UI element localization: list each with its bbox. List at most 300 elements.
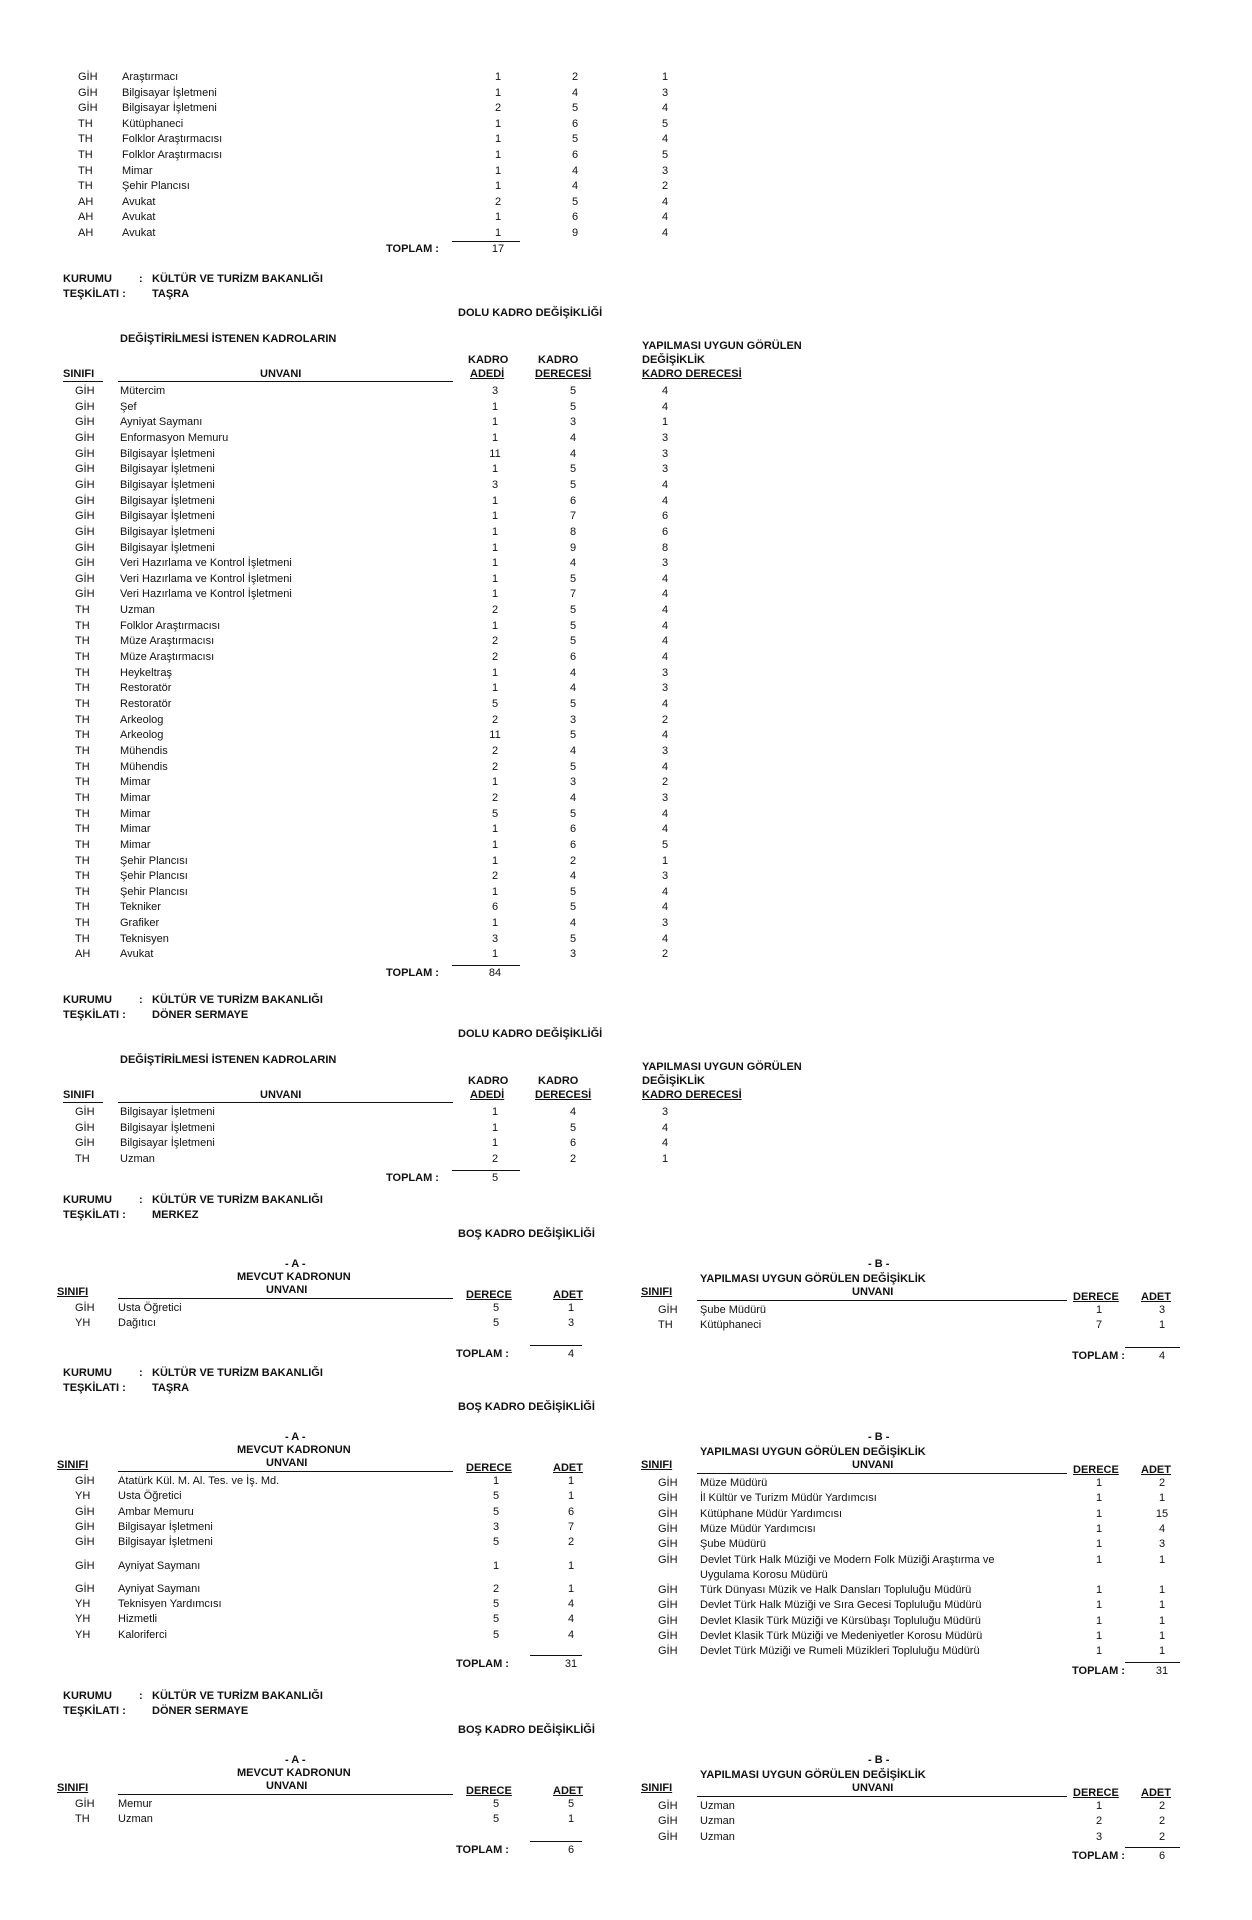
total-label: TOPLAM : [386, 243, 439, 255]
row-grade: 4 [569, 666, 577, 679]
b-row-count: 1 [1158, 1553, 1166, 1566]
col-header-derecesi: DERECESİ [535, 368, 592, 380]
row-class: GİH [75, 494, 95, 507]
row-class: GİH [75, 588, 95, 601]
a-row-title: Hizmetli [118, 1613, 158, 1626]
a-row-title: Kaloriferci [118, 1628, 167, 1641]
col-header-kadro-2: KADRO [538, 354, 579, 366]
row-title: Uzman [120, 604, 155, 617]
a-row-count: 7 [567, 1520, 575, 1533]
row-grade: 5 [569, 1121, 577, 1134]
b-row-grade: 1 [1095, 1477, 1103, 1489]
row-count: 1 [491, 541, 499, 554]
a-row-count: 4 [567, 1628, 575, 1641]
row-grade: 4 [569, 447, 577, 460]
row-grade: 5 [569, 463, 577, 476]
row-count: 1 [491, 838, 499, 851]
a-total-label: TOPLAM : [456, 1348, 509, 1360]
row-title: Mühendis [120, 744, 168, 757]
row-grade: 4 [569, 744, 577, 757]
row-count: 3 [491, 385, 499, 397]
b-row-class: GİH [658, 1538, 678, 1551]
header-rule [118, 1102, 453, 1103]
teskilati-value: DÖNER SERMAYE [152, 1009, 249, 1021]
row-grade: 7 [569, 588, 577, 601]
a-row-count: 1 [567, 1302, 575, 1314]
row-grade: 3 [569, 776, 577, 789]
kurumu-colon: : [139, 1367, 143, 1379]
row-class: TH [75, 823, 90, 836]
b-row-grade: 1 [1095, 1630, 1103, 1642]
b-header-title: YAPILMASI UYGUN GÖRÜLEN DEĞİŞİKLİK [700, 1769, 926, 1781]
a-row-count: 6 [567, 1505, 575, 1518]
row-grade: 4 [569, 870, 577, 883]
row-class: TH [75, 604, 90, 617]
b-row-title: Kütüphane Müdür Yardımcısı [700, 1507, 843, 1520]
row-title: Mimar [120, 823, 151, 836]
row-new-grade: 1 [661, 416, 669, 429]
b-row-grade: 1 [1095, 1522, 1103, 1535]
section-title: DOLU KADRO DEĞİŞİKLİĞİ [458, 307, 603, 319]
b-row-count: 4 [1158, 1522, 1166, 1535]
row-count: 5 [491, 807, 499, 820]
row-new-grade: 3 [661, 447, 669, 460]
row-count: 1 [494, 149, 502, 161]
b-row-title: Uzman [700, 1830, 735, 1843]
row-class: TH [75, 635, 90, 648]
row-grade: 8 [569, 525, 577, 538]
b-row-grade: 1 [1095, 1507, 1103, 1520]
a-row-grade: 5 [492, 1628, 500, 1641]
a-mark: - A - [285, 1258, 306, 1270]
a-header-rule [118, 1794, 453, 1795]
a-row-class: GİH [75, 1520, 95, 1533]
row-class: GİH [75, 557, 95, 570]
teskilati-value: TAŞRA [152, 288, 190, 300]
row-class: TH [75, 760, 90, 773]
col-header-unvani: UNVANI [260, 1089, 302, 1101]
row-count: 1 [491, 619, 499, 632]
a-header-unvani: UNVANI [266, 1457, 308, 1469]
row-title: Grafiker [120, 917, 160, 930]
a-header-adet: ADET [553, 1785, 583, 1797]
section-title: BOŞ KADRO DEĞİŞİKLİĞİ [458, 1724, 595, 1736]
row-new-grade: 2 [661, 713, 669, 726]
b-row-class: GİH [658, 1492, 678, 1505]
row-grade: 5 [571, 133, 579, 146]
teskilati-label: TEŞKİLATI : [63, 1705, 126, 1717]
row-title: Restoratör [120, 698, 172, 710]
a-header-mevcut: MEVCUT KADRONUN [237, 1767, 351, 1779]
row-count: 1 [494, 86, 502, 99]
b-row-title: Türk Dünyası Müzik ve Halk Dansları Topluluğu Müdürü [700, 1584, 972, 1597]
row-class: GİH [75, 572, 95, 585]
a-row-class: GİH [75, 1302, 95, 1314]
row-new-grade: 5 [661, 838, 669, 851]
a-row-count: 4 [567, 1598, 575, 1611]
row-class: GİH [75, 431, 95, 444]
row-count: 1 [491, 431, 499, 444]
row-class: GİH [75, 400, 95, 413]
row-title: Folklor Araştırmacısı [122, 149, 223, 161]
row-new-grade: 4 [661, 885, 669, 898]
row-class: TH [78, 117, 93, 130]
row-count: 2 [491, 713, 499, 726]
a-row-title: Uzman [118, 1813, 153, 1826]
row-new-grade: 1 [661, 854, 669, 867]
row-grade: 2 [571, 71, 579, 83]
a-row-count: 5 [567, 1798, 575, 1810]
kurumu-value: KÜLTÜR VE TURİZM BAKANLIĞI [152, 1367, 323, 1379]
row-count: 2 [491, 635, 499, 648]
row-grade: 5 [569, 760, 577, 773]
row-class: AH [75, 948, 91, 961]
section-title: DOLU KADRO DEĞİŞİKLİĞİ [458, 1028, 603, 1040]
row-count: 1 [491, 494, 499, 507]
row-title: Avukat [120, 948, 154, 961]
row-new-grade: 4 [661, 102, 669, 115]
row-class: TH [75, 838, 90, 851]
row-class: TH [78, 149, 93, 161]
row-title: Bilgisayar İşletmeni [120, 1106, 215, 1118]
b-row-class: GİH [658, 1815, 678, 1828]
row-class: GİH [75, 463, 95, 476]
total-label: TOPLAM : [386, 1171, 439, 1184]
row-grade: 4 [569, 1106, 577, 1118]
row-class: TH [75, 932, 90, 945]
row-new-grade: 4 [661, 901, 669, 914]
row-class: GİH [75, 1106, 95, 1118]
row-count: 1 [491, 776, 499, 789]
b-row-count: 1 [1158, 1599, 1166, 1612]
row-count: 3 [491, 478, 499, 491]
a-header-sinifi: SINIFI [57, 1782, 89, 1794]
row-grade: 6 [569, 1137, 577, 1150]
b-row-grade: 1 [1095, 1584, 1103, 1597]
a-row-count: 2 [567, 1536, 575, 1549]
b-mark: - B - [868, 1258, 890, 1270]
row-class: TH [78, 133, 93, 146]
col-header-sinifi: SINIFI [63, 368, 95, 380]
row-title: Mimar [122, 164, 153, 177]
row-new-grade: 5 [661, 149, 669, 161]
b-total-label: TOPLAM : [1072, 1664, 1125, 1677]
row-new-grade: 3 [661, 164, 669, 177]
row-grade: 5 [569, 400, 577, 413]
row-count: 1 [494, 164, 502, 177]
row-count: 1 [491, 666, 499, 679]
b-header-derece: DERECE [1073, 1464, 1119, 1476]
a-header-rule [118, 1471, 453, 1472]
row-count: 1 [494, 133, 502, 146]
row-grade: 4 [571, 180, 579, 193]
row-class: AH [78, 195, 94, 208]
b-row-count: 2 [1158, 1815, 1166, 1828]
a-row-count: 1 [567, 1813, 575, 1826]
b-row-count: 2 [1158, 1800, 1166, 1812]
total-label: TOPLAM : [386, 967, 439, 980]
row-grade: 9 [569, 541, 577, 554]
b-header-unvani: UNVANI [852, 1459, 894, 1471]
a-header-derece: DERECE [466, 1289, 512, 1301]
row-grade: 6 [569, 651, 577, 664]
row-grade: 6 [569, 838, 577, 851]
b-header-title: YAPILMASI UYGUN GÖRÜLEN DEĞİŞİKLİK [700, 1446, 926, 1458]
a-row-class: GİH [75, 1582, 95, 1595]
b-row-count: 3 [1158, 1538, 1166, 1551]
row-new-grade: 4 [661, 1137, 669, 1150]
b-row-count: 1 [1158, 1319, 1166, 1332]
row-class: TH [75, 901, 90, 914]
row-new-grade: 3 [661, 86, 669, 99]
a-row-grade: 5 [492, 1813, 500, 1826]
row-title: Mütercim [120, 385, 166, 397]
row-grade: 4 [569, 791, 577, 804]
b-row-title: Devlet Türk Müziği ve Rumeli Müzikleri Topluluğu Müdürü [700, 1645, 980, 1658]
a-header-sinifi: SINIFI [57, 1459, 89, 1471]
a-total-label: TOPLAM : [456, 1844, 509, 1856]
row-count: 1 [491, 572, 499, 585]
b-row-grade: 1 [1095, 1492, 1103, 1505]
a-row-grade: 2 [492, 1582, 500, 1595]
row-grade: 5 [569, 604, 577, 617]
b-row-grade: 2 [1095, 1815, 1103, 1828]
kurumu-value: KÜLTÜR VE TURİZM BAKANLIĞI [152, 1690, 323, 1702]
a-row-title: Ambar Memuru [118, 1505, 194, 1518]
row-new-grade: 4 [661, 635, 669, 648]
row-class: GİH [78, 71, 98, 83]
row-new-grade: 1 [661, 71, 669, 83]
a-row-class: GİH [75, 1475, 95, 1487]
col-header-sinifi: SINIFI [63, 1089, 95, 1101]
row-count: 1 [491, 1106, 499, 1118]
b-row-class: TH [658, 1319, 673, 1332]
row-title: Mimar [120, 807, 151, 820]
a-total-value: 4 [567, 1348, 575, 1360]
a-row-grade: 5 [492, 1317, 500, 1330]
row-class: TH [75, 917, 90, 930]
a-header-unvani: UNVANI [266, 1780, 308, 1792]
row-new-grade: 3 [661, 682, 669, 695]
row-count: 1 [491, 823, 499, 836]
row-class: GİH [75, 478, 95, 491]
kurumu-label: KURUMU [63, 994, 112, 1006]
kurumu-value: KÜLTÜR VE TURİZM BAKANLIĞI [152, 1194, 323, 1206]
row-title: Kütüphaneci [122, 117, 184, 130]
b-row-count: 3 [1158, 1304, 1166, 1316]
b-row-title: Kütüphaneci [700, 1319, 762, 1332]
col-header-kadro-2: KADRO [538, 1075, 579, 1087]
row-new-grade: 4 [661, 195, 669, 208]
row-grade: 5 [569, 729, 577, 742]
row-grade: 4 [569, 682, 577, 695]
row-class: TH [75, 698, 90, 710]
row-count: 2 [491, 651, 499, 664]
a-header-derece: DERECE [466, 1785, 512, 1797]
row-class: TH [75, 682, 90, 695]
row-title: Heykeltraş [120, 666, 172, 679]
row-grade: 7 [569, 510, 577, 523]
row-class: TH [75, 870, 90, 883]
a-row-class: YH [75, 1317, 91, 1330]
b-row-grade: 1 [1095, 1645, 1103, 1658]
row-count: 2 [491, 791, 499, 804]
row-title: Bilgisayar İşletmeni [120, 478, 215, 491]
row-class: TH [75, 1152, 90, 1165]
row-count: 1 [494, 117, 502, 130]
a-row-class: YH [75, 1598, 91, 1611]
b-total-rule [1125, 1662, 1180, 1663]
row-new-grade: 3 [661, 431, 669, 444]
b-header-sinifi: SINIFI [641, 1459, 673, 1471]
b-total-value: 31 [1155, 1664, 1169, 1677]
row-class: GİH [75, 416, 95, 429]
a-total-rule [530, 1655, 582, 1656]
b-row-class: GİH [658, 1522, 678, 1535]
row-title: Enformasyon Memuru [120, 431, 229, 444]
b-total-label: TOPLAM : [1072, 1849, 1125, 1862]
row-new-grade: 2 [661, 948, 669, 961]
row-grade: 3 [569, 416, 577, 429]
row-title: Restoratör [120, 682, 172, 695]
row-title: Veri Hazırlama ve Kontrol İşletmeni [120, 588, 292, 601]
col-header-kadro-1: KADRO [468, 1075, 509, 1087]
row-title: Araştırmacı [122, 71, 179, 83]
row-class: GİH [75, 385, 95, 397]
row-count: 2 [491, 744, 499, 757]
row-class: GİH [78, 86, 98, 99]
row-grade: 5 [569, 385, 577, 397]
row-grade: 5 [569, 572, 577, 585]
kurumu-value: KÜLTÜR VE TURİZM BAKANLIĞI [152, 994, 323, 1006]
b-row-title: Devlet Türk Halk Müziği ve Sıra Gecesi Topluluğu Müdürü [700, 1599, 982, 1612]
row-class: GİH [75, 1121, 95, 1134]
row-count: 2 [491, 760, 499, 773]
teskilati-label: TEŞKİLATI : [63, 1382, 126, 1394]
row-count: 1 [491, 463, 499, 476]
row-count: 1 [491, 510, 499, 523]
a-mark: - A - [285, 1754, 306, 1766]
row-title: Ayniyat Saymanı [120, 416, 203, 429]
row-class: TH [75, 713, 90, 726]
row-title: Şef [120, 400, 137, 413]
row-grade: 5 [569, 807, 577, 820]
a-total-rule [530, 1841, 582, 1842]
row-new-grade: 4 [661, 729, 669, 742]
a-row-class: GİH [75, 1798, 95, 1810]
row-new-grade: 8 [661, 541, 669, 554]
a-row-title: Ayniyat Saymanı [118, 1559, 201, 1572]
row-count: 2 [494, 102, 502, 115]
row-class: AH [78, 211, 94, 224]
a-header-adet: ADET [553, 1289, 583, 1301]
b-row-grade: 1 [1095, 1614, 1103, 1627]
a-row-class: TH [75, 1813, 90, 1826]
b-row-class: GİH [658, 1830, 678, 1843]
row-title: Folklor Araştırmacısı [122, 133, 223, 146]
b-total-value: 6 [1158, 1849, 1166, 1862]
row-class: GİH [78, 102, 98, 115]
row-title: Bilgisayar İşletmeni [120, 1137, 215, 1150]
row-count: 11 [489, 729, 501, 742]
row-grade: 2 [569, 854, 577, 867]
b-header-unvani: UNVANI [852, 1286, 894, 1298]
b-header-derece: DERECE [1073, 1787, 1119, 1799]
teskilati-label: TEŞKİLATI : [63, 288, 126, 300]
a-header-mevcut: MEVCUT KADRONUN [237, 1444, 351, 1456]
b-row-class: GİH [658, 1553, 678, 1566]
row-new-grade: 4 [661, 651, 669, 664]
row-count: 2 [491, 1152, 499, 1165]
row-count: 11 [489, 447, 501, 460]
total-value: 5 [491, 1171, 499, 1184]
row-grade: 5 [569, 698, 577, 710]
row-grade: 4 [569, 431, 577, 444]
row-count: 1 [491, 525, 499, 538]
row-title: Arkeolog [120, 713, 164, 726]
b-row-class: GİH [658, 1599, 678, 1612]
b-row-grade: 1 [1095, 1538, 1103, 1551]
row-new-grade: 4 [661, 588, 669, 601]
row-new-grade: 3 [661, 870, 669, 883]
a-total-label: TOPLAM : [456, 1658, 509, 1670]
teskilati-label: TEŞKİLATI : [63, 1209, 126, 1221]
row-count: 1 [494, 71, 502, 83]
row-new-grade: 1 [661, 1152, 669, 1165]
col-header-right-2: DEĞİŞİKLİK [642, 1075, 705, 1087]
b-mark: - B - [868, 1431, 890, 1443]
row-new-grade: 3 [661, 744, 669, 757]
col-header-adedi: ADEDİ [470, 368, 505, 380]
row-title: Bilgisayar İşletmeni [120, 1121, 215, 1134]
row-new-grade: 4 [661, 227, 669, 239]
row-class: AH [78, 227, 94, 239]
b-row-title: Şube Müdürü [700, 1538, 767, 1551]
row-grade: 5 [569, 901, 577, 914]
row-count: 2 [494, 195, 502, 208]
a-mark: - A - [285, 1431, 306, 1443]
b-row-count: 2 [1158, 1830, 1166, 1843]
row-new-grade: 4 [661, 807, 669, 820]
a-row-class: GİH [75, 1559, 95, 1572]
row-count: 6 [491, 901, 499, 914]
row-new-grade: 3 [661, 463, 669, 476]
a-row-count: 1 [567, 1475, 575, 1487]
b-header-unvani: UNVANI [852, 1782, 894, 1794]
row-title: Müze Araştırmacısı [120, 651, 215, 664]
b-row-title: Devlet Klasik Türk Müziği ve Kürsübaşı Topluluğu Müdürü [700, 1614, 981, 1627]
row-title: Teknisyen [120, 932, 169, 945]
row-class: TH [75, 729, 90, 742]
a-row-grade: 5 [492, 1613, 500, 1626]
row-grade: 4 [569, 917, 577, 930]
b-row-grade: 1 [1095, 1599, 1103, 1612]
row-title: Bilgisayar İşletmeni [120, 510, 215, 523]
kurumu-colon: : [139, 1194, 143, 1206]
row-new-grade: 4 [661, 400, 669, 413]
b-header-rule [697, 1796, 1067, 1797]
row-title: Veri Hazırlama ve Kontrol İşletmeni [120, 557, 292, 570]
header-rule [63, 1102, 103, 1103]
total-value: 84 [488, 967, 502, 980]
a-row-title: Usta Öğretici [118, 1302, 182, 1314]
a-header-mevcut: MEVCUT KADRONUN [237, 1271, 351, 1283]
b-row-title: Şube Müdürü [700, 1304, 767, 1316]
a-row-title: Atatürk Kül. M. Al. Tes. ve İş. Md. [118, 1475, 280, 1487]
row-grade: 5 [569, 885, 577, 898]
a-row-class: YH [75, 1490, 91, 1503]
row-title: Müze Araştırmacısı [120, 635, 215, 648]
